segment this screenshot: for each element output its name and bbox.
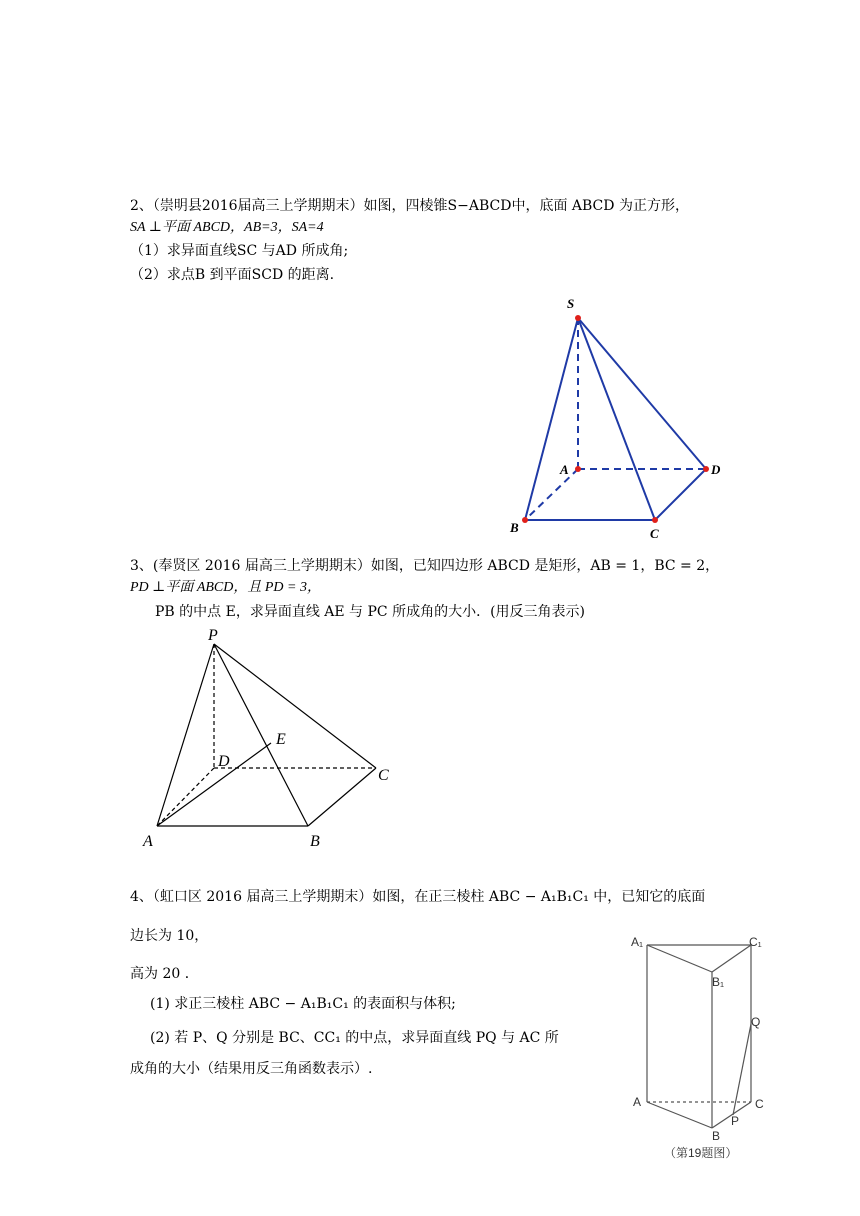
problem-4-question-2: (2) 若 P、Q 分别是 BC、CC₁ 的中点，求异面直线 PQ 与 AC 所	[150, 1030, 559, 1046]
label-p: P	[208, 627, 218, 644]
problem-2-question-1: （1）求异面直线SC 与AD 所成角;	[130, 243, 349, 259]
problem-3-line-1: 3、(奉贤区 2016 届高三上学期期末）如图，已知四边形 ABCD 是矩形，AB = 1，BC = 2，	[130, 558, 720, 574]
label-q: Q	[751, 1015, 761, 1029]
problem-4-line-2: 边长为 10，	[130, 928, 209, 944]
figure-caption: （第19题图）	[664, 1146, 738, 1160]
label-a: A	[143, 833, 153, 850]
label-b1: B₁	[712, 975, 725, 989]
label-a: A	[633, 1095, 642, 1109]
problem-2-line-1: 2、（崇明县2016届高三上学期期末）如图，四棱锥S−ABCD中，底面 ABCD 为正方形，	[130, 198, 689, 214]
problem-4-question-1: (1) 求正三棱柱 ABC − A₁B₁C₁ 的表面积与体积;	[150, 996, 456, 1012]
label-s: S	[567, 296, 575, 311]
label-b: B	[310, 833, 320, 850]
problem-3-line-3: PB 的中点 E，求异面直线 AE 与 PC 所成角的大小．(用反三角表示)	[155, 604, 586, 620]
problem-4-line-3: 高为 20 ．	[130, 966, 199, 982]
label-d: D	[711, 462, 721, 477]
edge-b1c1	[712, 945, 751, 972]
label-b: B	[510, 520, 519, 535]
problem-2-line-2: SA ⊥平面 ABCD，AB=3，SA=4	[130, 220, 324, 235]
segment-pq	[733, 1024, 751, 1115]
label-c: C	[650, 526, 659, 541]
label-d: D	[218, 753, 230, 770]
label-c1: C₁	[749, 935, 762, 949]
label-a1: A₁	[631, 935, 644, 949]
problem-4-question-3: 成角的大小（结果用反三角函数表示）.	[130, 1061, 373, 1077]
label-a: A	[560, 462, 569, 477]
label-e: E	[276, 731, 286, 748]
problem-3-line-2: PD ⊥平面 ABCD，且 PD = 3，	[130, 580, 321, 595]
problem-2-question-2: （2）求点B 到平面SCD 的距离.	[130, 267, 335, 283]
problem-4-line-1: 4、（虹口区 2016 届高三上学期期末）如图，在正三棱柱 ABC − A₁B₁C₁ 中，已知它的底面	[130, 889, 706, 905]
label-c: C	[378, 767, 389, 784]
label-c: C	[755, 1097, 764, 1111]
label-b: B	[712, 1129, 721, 1143]
edge-a1b1	[647, 945, 712, 972]
label-p: P	[731, 1114, 740, 1128]
edge-ab	[647, 1102, 712, 1128]
